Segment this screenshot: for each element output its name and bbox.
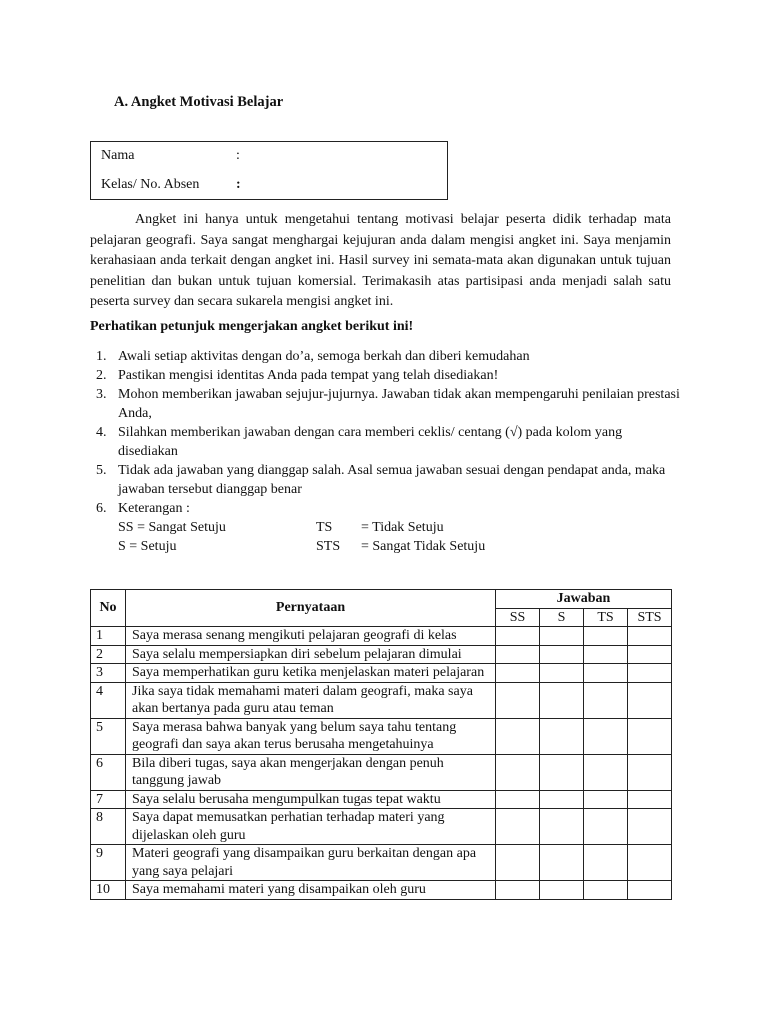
answer-cell-ss[interactable] bbox=[496, 881, 540, 900]
instruction-item bbox=[90, 385, 680, 423]
instruction-text: Silahkan memberikan jawaban dengan cara memberi ceklis/ centang (√) pada kolom yang disediakan bbox=[118, 425, 623, 459]
answer-cell-ts[interactable] bbox=[584, 718, 628, 754]
answer-cell-s[interactable] bbox=[540, 664, 584, 683]
instruction-number: 2. bbox=[96, 368, 107, 383]
row-statement: Saya merasa bahwa banyak yang belum saya tahu tentang geografi dan saya akan terus berusaha mengetahuinya bbox=[126, 718, 496, 754]
name-label: Nama bbox=[101, 148, 135, 163]
answer-cell-sts[interactable] bbox=[628, 790, 672, 809]
legend-row-1 bbox=[90, 518, 680, 537]
answer-cell-ss[interactable] bbox=[496, 754, 540, 790]
table-row bbox=[91, 881, 672, 900]
answer-cell-ts[interactable] bbox=[584, 627, 628, 646]
answer-cell-sts[interactable] bbox=[628, 645, 672, 664]
legend bbox=[90, 518, 680, 556]
answer-cell-s[interactable] bbox=[540, 754, 584, 790]
legend-sts-def: = Sangat Tidak Setuju bbox=[361, 539, 486, 554]
instruction-text: Awali setiap aktivitas dengan do’a, semoga berkah dan diberi kemudahan bbox=[118, 349, 530, 364]
row-number: 4 bbox=[91, 682, 126, 718]
answer-cell-sts[interactable] bbox=[628, 718, 672, 754]
header-answer-ss: SS bbox=[496, 608, 540, 627]
row-statement: Materi geografi yang disampaikan guru berkaitan dengan apa yang saya pelajari bbox=[126, 845, 496, 881]
instruction-number: 5. bbox=[96, 463, 107, 478]
class-row bbox=[101, 177, 241, 193]
instruction-item bbox=[90, 366, 680, 385]
table-row bbox=[91, 682, 672, 718]
legend-s: S = Setuju bbox=[118, 539, 177, 554]
answer-cell-s[interactable] bbox=[540, 809, 584, 845]
row-number: 5 bbox=[91, 718, 126, 754]
answer-cell-sts[interactable] bbox=[628, 754, 672, 790]
class-colon: : bbox=[236, 177, 241, 192]
answer-cell-ss[interactable] bbox=[496, 645, 540, 664]
answer-cell-sts[interactable] bbox=[628, 809, 672, 845]
row-statement: Bila diberi tugas, saya akan mengerjakan dengan penuh tanggung jawab bbox=[126, 754, 496, 790]
section-heading: A. Angket Motivasi Belajar bbox=[114, 94, 284, 110]
legend-ss: SS = Sangat Setuju bbox=[118, 520, 226, 535]
answer-cell-s[interactable] bbox=[540, 682, 584, 718]
legend-ts-abbr: TS bbox=[316, 520, 333, 535]
instruction-item bbox=[90, 347, 680, 366]
row-statement: Saya selalu mempersiapkan diri sebelum pelajaran dimulai bbox=[126, 645, 496, 664]
legend-sts-abbr: STS bbox=[316, 539, 341, 554]
answer-cell-ss[interactable] bbox=[496, 682, 540, 718]
row-number: 1 bbox=[91, 627, 126, 646]
instruction-number: 4. bbox=[96, 425, 107, 440]
row-number: 3 bbox=[91, 664, 126, 683]
instruction-item bbox=[90, 423, 680, 461]
intro-paragraph: Angket ini hanya untuk mengetahui tentang motivasi belajar peserta didik terhadap mata pelajaran geografi. Saya sangat menghargai kejujuran anda dalam mengisi angket ini. Saya menjamin kerahasiaan anda terkait dengan angket ini. Hasil survey ini semata-mata akan digunakan untuk tujuan penelitian dan bukan untuk tujuan komersial. Terimakasih atas partisipasi anda menjadi salah satu peserta survey dan secara sukarela mengisi angket ini. bbox=[90, 212, 671, 309]
table-row bbox=[91, 845, 672, 881]
answer-cell-ts[interactable] bbox=[584, 881, 628, 900]
instruction-text: Mohon memberikan jawaban sejujur-jujurnya. Jawaban tidak akan mempengaruhi penilaian prestasi Anda, bbox=[118, 387, 680, 421]
answer-cell-s[interactable] bbox=[540, 645, 584, 664]
row-statement: Saya merasa senang mengikuti pelajaran geografi di kelas bbox=[126, 627, 496, 646]
answer-cell-s[interactable] bbox=[540, 881, 584, 900]
instruction-text: Keterangan : bbox=[118, 501, 190, 516]
row-number: 7 bbox=[91, 790, 126, 809]
answer-cell-ts[interactable] bbox=[584, 645, 628, 664]
answer-cell-s[interactable] bbox=[540, 845, 584, 881]
answer-cell-ss[interactable] bbox=[496, 845, 540, 881]
row-number: 8 bbox=[91, 809, 126, 845]
name-colon: : bbox=[236, 148, 240, 163]
answer-cell-ts[interactable] bbox=[584, 664, 628, 683]
table-row bbox=[91, 718, 672, 754]
answer-cell-s[interactable] bbox=[540, 627, 584, 646]
name-row bbox=[101, 148, 240, 164]
row-statement: Saya memahami materi yang disampaikan oleh guru bbox=[126, 881, 496, 900]
header-answer: Jawaban bbox=[496, 590, 672, 609]
answer-cell-s[interactable] bbox=[540, 718, 584, 754]
table-row bbox=[91, 664, 672, 683]
answer-cell-ss[interactable] bbox=[496, 627, 540, 646]
instruction-item bbox=[90, 461, 680, 499]
instruction-text: Pastikan mengisi identitas Anda pada tempat yang telah disediakan! bbox=[118, 368, 499, 383]
header-no: No bbox=[91, 590, 126, 627]
row-statement: Jika saya tidak memahami materi dalam geografi, maka saya akan bertanya pada guru atau teman bbox=[126, 682, 496, 718]
identity-box bbox=[90, 141, 448, 200]
row-number: 6 bbox=[91, 754, 126, 790]
row-number: 2 bbox=[91, 645, 126, 664]
questionnaire-table bbox=[90, 589, 672, 900]
table-row bbox=[91, 809, 672, 845]
instructions-title: Perhatikan petunjuk mengerjakan angket berikut ini! bbox=[90, 319, 414, 334]
answer-cell-sts[interactable] bbox=[628, 664, 672, 683]
answer-cell-s[interactable] bbox=[540, 790, 584, 809]
table-row bbox=[91, 645, 672, 664]
answer-cell-ts[interactable] bbox=[584, 682, 628, 718]
answer-cell-ts[interactable] bbox=[584, 845, 628, 881]
instruction-text: Tidak ada jawaban yang dianggap salah. Asal semua jawaban sesuai dengan pendapat anda, maka jawaban tersebut dianggap benar bbox=[118, 463, 666, 497]
row-number: 10 bbox=[91, 881, 126, 900]
answer-cell-ss[interactable] bbox=[496, 718, 540, 754]
legend-ts-def: = Tidak Setuju bbox=[361, 520, 444, 535]
instruction-item bbox=[90, 499, 680, 518]
answer-cell-sts[interactable] bbox=[628, 682, 672, 718]
answer-cell-sts[interactable] bbox=[628, 627, 672, 646]
answer-cell-ts[interactable] bbox=[584, 790, 628, 809]
answer-cell-sts[interactable] bbox=[628, 845, 672, 881]
answer-cell-ss[interactable] bbox=[496, 809, 540, 845]
instruction-number: 6. bbox=[96, 501, 107, 516]
header-answer-ts: TS bbox=[584, 608, 628, 627]
header-answer-sts: STS bbox=[628, 608, 672, 627]
table-row bbox=[91, 790, 672, 809]
row-statement: Saya memperhatikan guru ketika menjelaskan materi pelajaran bbox=[126, 664, 496, 683]
answer-cell-sts[interactable] bbox=[628, 881, 672, 900]
answer-cell-ss[interactable] bbox=[496, 664, 540, 683]
row-number: 9 bbox=[91, 845, 126, 881]
table-row bbox=[91, 754, 672, 790]
answer-cell-ts[interactable] bbox=[584, 754, 628, 790]
class-label: Kelas/ No. Absen bbox=[101, 177, 200, 192]
row-statement: Saya dapat memusatkan perhatian terhadap materi yang dijelaskan oleh guru bbox=[126, 809, 496, 845]
answer-cell-ss[interactable] bbox=[496, 790, 540, 809]
answer-cell-ts[interactable] bbox=[584, 809, 628, 845]
instructions-list bbox=[90, 347, 680, 556]
row-statement: Saya selalu berusaha mengumpulkan tugas tepat waktu bbox=[126, 790, 496, 809]
table-row bbox=[91, 627, 672, 646]
legend-row-2 bbox=[90, 537, 680, 556]
instruction-number: 3. bbox=[96, 387, 107, 402]
instruction-number: 1. bbox=[96, 349, 107, 364]
header-statement: Pernyataan bbox=[126, 590, 496, 627]
header-answer-s: S bbox=[540, 608, 584, 627]
